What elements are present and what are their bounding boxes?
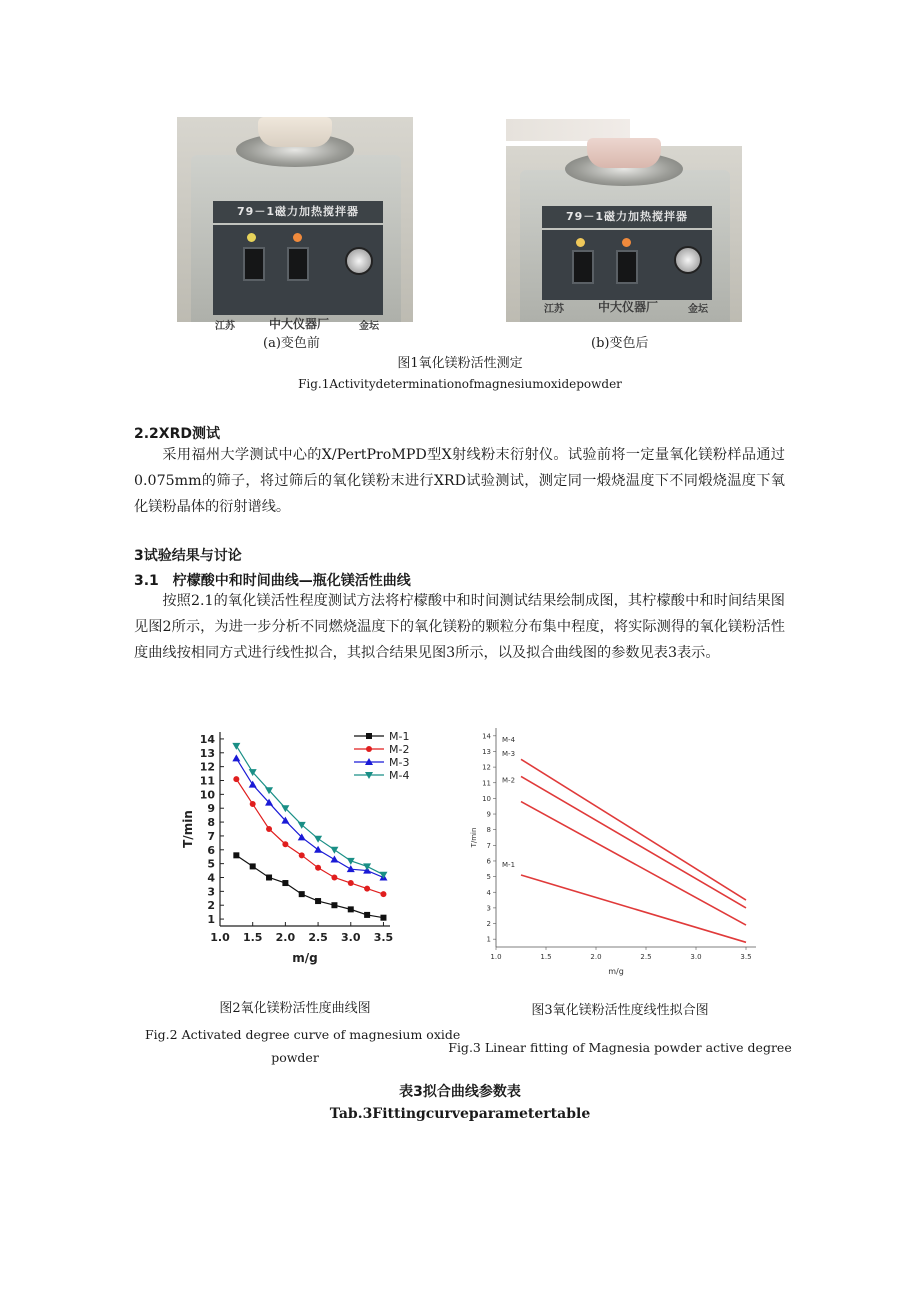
x-tick-label: 1.5 xyxy=(540,953,552,961)
x-tick-label: 3.0 xyxy=(341,931,361,944)
table3-caption-cn: 表3拟合曲线参数表 xyxy=(399,1084,521,1100)
data-point-M-4 xyxy=(379,872,387,879)
y-tick-label: 2 xyxy=(207,899,215,913)
x-tick-label: 2.0 xyxy=(590,953,602,961)
legend-label-M-2: M-2 xyxy=(389,743,410,756)
x-axis-label: m/g xyxy=(292,951,318,965)
series-label-M-1: M-1 xyxy=(502,861,516,870)
y-tick-label: 13 xyxy=(199,746,215,760)
data-point-M-3 xyxy=(249,781,257,788)
device-label-b: 79－1磁力加热搅拌器 xyxy=(542,206,712,228)
series-label-M-2: M-2 xyxy=(502,776,516,785)
y-tick-label: 4 xyxy=(486,888,491,897)
y-tick-label: 7 xyxy=(207,829,215,843)
device-label: 79－1磁力加热搅拌器 xyxy=(213,201,383,223)
x-tick-label: 3.5 xyxy=(740,953,752,961)
maker-label: 中大仪器厂 xyxy=(269,317,330,331)
y-tick-label: 8 xyxy=(207,816,215,830)
y-axis-label: T/min xyxy=(181,810,195,848)
data-point-M-1 xyxy=(250,863,256,869)
section-2-2-paragraph: 采用福州大学测试中心的X/PertProMPD型X射线粉末衍射仪。试验前将一定量氧化镁粉样品通过0.075mm的筛子，将过筛后的氧化镁粉末进行XRD试验测试，测定同一煅烧温度下不同煅烧温度下氧化镁粉晶体的衍射谱线。 xyxy=(134,447,785,515)
data-point-M-2 xyxy=(266,826,272,832)
section-heading-3: 3试验结果与讨论 xyxy=(134,548,242,564)
y-tick-label: 13 xyxy=(482,747,491,756)
y-tick-label: 8 xyxy=(486,826,491,835)
figure2-caption-en-1: Fig.2 Activated degree curve of magnesium oxide xyxy=(145,1027,461,1042)
table3-caption-en: Tab.3Fittingcurveparametertable xyxy=(329,1106,591,1122)
right-label: 金坛 xyxy=(359,321,379,332)
x-tick-label: 3.0 xyxy=(690,953,702,961)
data-point-M-3 xyxy=(330,855,338,862)
data-point-M-4 xyxy=(314,836,322,843)
subcaption-b: (b)变色后 xyxy=(591,336,649,351)
x-tick-label: 2.5 xyxy=(640,953,652,961)
y-tick-label: 9 xyxy=(486,810,491,819)
y-tick-label: 2 xyxy=(486,920,491,929)
data-point-M-4 xyxy=(363,863,371,870)
y-tick-label: 5 xyxy=(486,873,491,882)
data-point-M-2 xyxy=(282,841,288,847)
y-tick-label: 4 xyxy=(207,871,215,885)
y-tick-label: 7 xyxy=(486,841,491,850)
data-point-M-3 xyxy=(232,754,240,761)
x-tick-label: 1.0 xyxy=(490,953,502,961)
series-line-M-3 xyxy=(236,758,383,877)
y-axis-label: T/min xyxy=(470,827,478,848)
y-tick-label: 14 xyxy=(482,732,491,741)
legend-label-M-3: M-3 xyxy=(389,756,410,769)
x-tick-label: 1.5 xyxy=(242,931,263,944)
fit-line-M-3 xyxy=(521,776,746,907)
x-axis-label: m/g xyxy=(608,967,624,976)
data-point-M-1 xyxy=(315,898,321,904)
data-point-M-2 xyxy=(364,886,370,892)
data-point-M-2 xyxy=(348,880,354,886)
legend-label-M-1: M-1 xyxy=(389,730,410,743)
data-point-M-1 xyxy=(348,906,354,912)
y-tick-label: 1 xyxy=(207,913,215,927)
figure1-caption-cn: 图1氧化镁粉活性测定 xyxy=(397,356,523,371)
data-point-M-2 xyxy=(250,801,256,807)
data-point-M-1 xyxy=(331,902,337,908)
legend-marker-M-1 xyxy=(366,733,372,739)
y-tick-label: 10 xyxy=(482,794,491,803)
photo-after xyxy=(506,146,742,322)
data-point-M-2 xyxy=(380,891,386,897)
fit-line-M-4 xyxy=(521,759,746,900)
data-point-M-2 xyxy=(299,852,305,858)
data-point-M-1 xyxy=(282,880,288,886)
legend-marker-M-2 xyxy=(366,746,372,752)
y-tick-label: 11 xyxy=(199,774,215,788)
right-label-b: 金坛 xyxy=(688,304,708,315)
fit-line-M-1 xyxy=(521,875,746,942)
data-point-M-1 xyxy=(364,912,370,918)
legend-label-M-4: M-4 xyxy=(389,769,410,782)
data-point-M-1 xyxy=(380,915,386,921)
data-point-M-4 xyxy=(232,743,240,750)
photo-before xyxy=(177,117,413,332)
figure3-caption-cn: 图3氧化镁粉活性度线性拟合图 xyxy=(531,1003,709,1018)
y-tick-label: 6 xyxy=(486,857,491,866)
y-tick-label: 10 xyxy=(199,788,215,802)
series-label-M-4: M-4 xyxy=(502,735,516,744)
figure3-chart xyxy=(466,718,762,980)
data-point-M-2 xyxy=(331,875,337,881)
x-tick-label: 1.0 xyxy=(210,931,230,944)
data-point-M-4 xyxy=(330,847,338,854)
figure2-caption-en-2: powder xyxy=(271,1050,319,1065)
x-tick-label: 2.5 xyxy=(308,931,328,944)
left-label: 江苏 xyxy=(215,321,235,332)
subcaption-a: (a)变色前 xyxy=(263,336,320,351)
x-tick-label: 2.0 xyxy=(275,931,296,944)
figure1-caption-en: Fig.1Activitydeterminationofmagnesiumoxidepowder xyxy=(298,377,622,391)
figure3-caption-en: Fig.3 Linear fitting of Magnesia powder active degree xyxy=(448,1040,792,1055)
section-heading-3-1: 3.1 柠檬酸中和时间曲线—瓶化镁活性曲线 xyxy=(134,573,411,589)
data-point-M-2 xyxy=(315,865,321,871)
maker-label-b: 中大仪器厂 xyxy=(598,300,659,314)
y-tick-label: 11 xyxy=(482,779,491,788)
series-line-M-2 xyxy=(236,779,383,894)
y-tick-label: 9 xyxy=(207,802,215,816)
y-tick-label: 5 xyxy=(207,857,215,871)
data-point-M-2 xyxy=(233,776,239,782)
series-line-M-4 xyxy=(236,746,383,875)
x-tick-label: 3.5 xyxy=(373,931,394,944)
data-point-M-1 xyxy=(266,875,272,881)
y-tick-label: 14 xyxy=(199,732,215,746)
series-label-M-3: M-3 xyxy=(502,750,516,759)
y-tick-label: 6 xyxy=(207,843,215,857)
y-tick-label: 3 xyxy=(486,904,491,913)
data-point-M-1 xyxy=(299,891,305,897)
left-label-b: 江苏 xyxy=(544,304,564,315)
fit-line-M-2 xyxy=(521,802,746,926)
figure2-chart xyxy=(170,724,415,970)
y-tick-label: 12 xyxy=(199,760,215,774)
data-point-M-3 xyxy=(314,846,322,853)
data-point-M-1 xyxy=(233,852,239,858)
y-tick-label: 3 xyxy=(207,885,215,899)
y-tick-label: 12 xyxy=(482,763,491,772)
section-3-1-paragraph: 按照2.1的氧化镁活性程度测试方法将柠檬酸中和时间测试结果绘制成图，其柠檬酸中和时间结果图见图2所示，为进一步分析不同燃烧温度下的氧化镁粉的颗粒分布集中程度，将实际测得的氧化镁粉活性度曲线按相同方式进行线性拟合，其拟合结果见图3所示，以及拟合曲线图的参数见表3表示。 xyxy=(134,593,785,661)
section-heading-2-2: 2.2XRD测试 xyxy=(134,426,220,442)
data-point-M-3 xyxy=(347,865,355,872)
figure2-caption-cn: 图2氧化镁粉活性度曲线图 xyxy=(219,1001,371,1016)
y-tick-label: 1 xyxy=(486,935,491,944)
